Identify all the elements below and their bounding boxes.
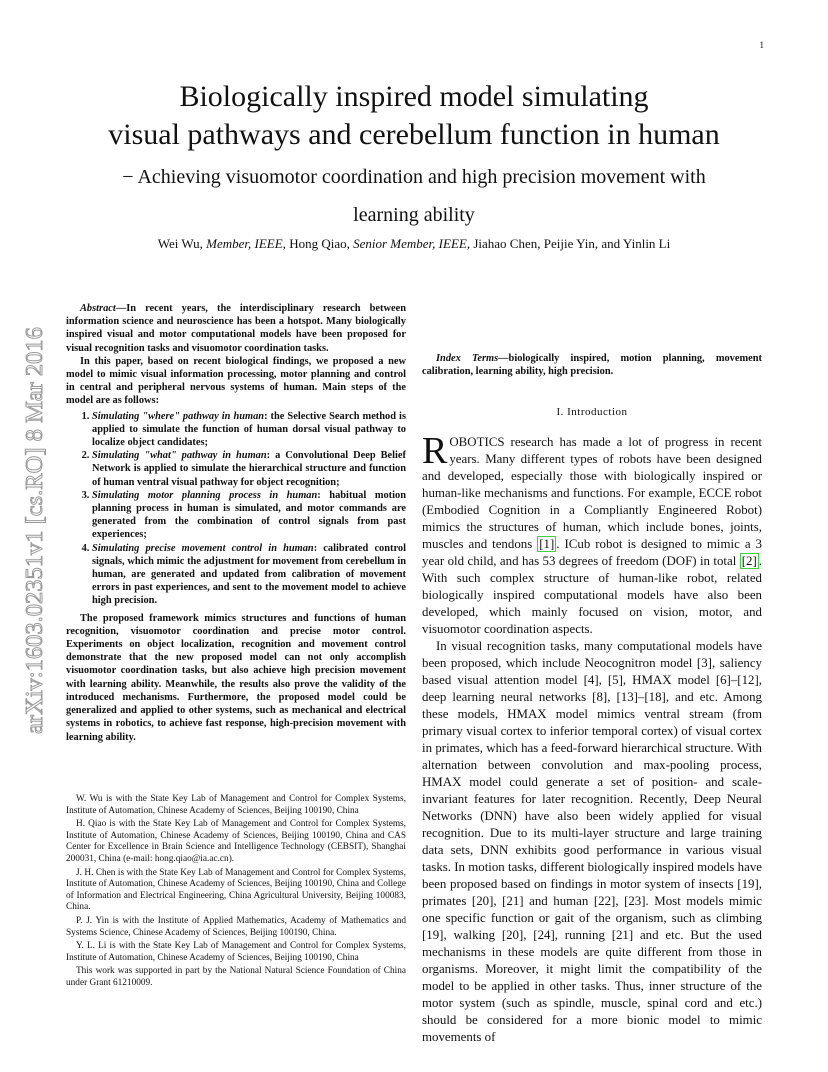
- step-title: Simulating "what" pathway in human: [92, 450, 267, 462]
- author-2-title: Senior Member, IEEE,: [353, 236, 471, 251]
- author-list: [60, 236, 768, 252]
- title-line-1: Biologically inspired model simulating: [179, 80, 649, 113]
- left-column: [66, 302, 406, 744]
- step-title: Simulating precise movement control in human: [92, 542, 314, 554]
- step-text: : the Selective Search method is applied to simulate the function of human dorsal visual pathway to localize object candidates;: [92, 410, 406, 449]
- step-text: : habitual motion planning process in human is simulated, and motor commands are generated from the combination of control signals from past experiences;: [92, 489, 406, 541]
- abstract-label: Abstract: [80, 303, 116, 314]
- step-title: Simulating "where" pathway in human: [92, 410, 265, 422]
- step-item: [92, 489, 406, 542]
- intro-text: OBOTICS research has made a lot of progress in recent years. Many different types of robots have been designed and developed, especially those with biologically inspired or human-like mechanisms and functions. For example, ECCE robot (Embodied Cognition in a Compliantly Engineered Robot) mimics the structures of human, which include bones, joints, muscles and tendons: [422, 434, 762, 551]
- abstract-p3: The proposed framework mimics structures and functions of human recognition, visuomotor coordination and precise motor control. Experiments on object localization, recognition and movement control demonstrate that the new proposed model can not only accomplish visuomotor coordination tasks, but also achieve high precision movement with learning ability. Meanwhile, the results also prove the validity of the introduced mechanisms. Furthermore, the proposed model could be generalized and applied to other systems, such as mechanical and electrical systems in robotics, to achieve fast response, high-precision movement with learning ability.: [66, 612, 406, 743]
- section-heading: I. Introduction: [556, 406, 628, 419]
- page-number: 1: [759, 40, 764, 50]
- paper-title: [60, 78, 768, 154]
- other-authors: Jiahao Chen, Peijie Yin, and Yinlin Li: [470, 236, 671, 251]
- index-terms-text: —biologically inspired, motion planning, movement calibration, learning ability, high precision.: [422, 353, 762, 378]
- footnote: W. Wu is with the State Key Lab of Management and Control for Complex Systems, Institute of Automation, Chinese Academy of Sciences, Beijing 100190, China: [66, 794, 406, 816]
- subtitle-line-1: − Achieving visuomotor coordination and high precision movement with: [122, 166, 706, 188]
- citation-link[interactable]: [2]: [741, 553, 757, 568]
- step-text: : calibrated control signals, which mimic the adjustment for movement from cerebellum in human, are generated and updated from calibration of movement errors in past experiences, and sent to the movement model to achieve high precision.: [92, 542, 406, 607]
- right-column: [422, 352, 762, 1046]
- author-1-title: Member, IEEE,: [206, 236, 286, 251]
- introduction-body: [422, 429, 762, 1046]
- index-terms: [422, 352, 762, 378]
- subtitle-line-2: learning ability: [353, 204, 475, 226]
- intro-paragraph-2: In visual recognition tasks, many computational models have been proposed, which include Neocognitron model [3], saliency based visual attention model [4], [5], HMAX model [6]–[12], deep learning neural networks [8], [13]–[18], and etc. Among these models, HMAX model mimics ventral stream (from primary visual cortex to inferior temporal cortex) of visual cortex in primates, which has a feed-forward hierarchical structure. With alternation between convolution and max-pooling process, HMAX model could generate a set of position- and scale-invariant features for later recognition. Recently, Deep Neural Networks (DNN) have also been widely applied for visual recognition. Due to its multi-layer structure and large training data sets, DNN exhibits good performance in various visual tasks. In motion tasks, different biologically inspired models have been proposed based on findings in motor system of insects [19], primates [20], [21] and human [22], [23]. Most models mimic one specific function or gait of the organism, such as climbing [19], walking [20], [24], running [21] and etc. But the used mechanisms in these models are quite different from those in organisms. Moreover, it might limit the compatibility of the model to be applied in other tasks. Thus, inner structure of the motor system (such as spindle, muscle, spinal cord and etc.) should be considered for a more bionic model to mimic movements of: [422, 638, 762, 1044]
- intro-paragraph-1: [422, 429, 762, 638]
- footnote: P. J. Yin is with the Institute of Applied Mathematics, Academy of Mathematics and Systems Science, Chinese Academy of Sciences, Beijing 100190, China.: [66, 915, 406, 938]
- intro-text: . ICub robot is designed to mimic a 3 year old child, and has 53 degrees of freedom (DOF) in total: [422, 536, 762, 568]
- arxiv-stamp: [8, 260, 52, 740]
- step-item: [92, 449, 406, 489]
- arxiv-stamp-text: arXiv:1603.02351v1 [cs.RO] 8 Mar 2016: [21, 327, 48, 734]
- title-line-2: visual pathways and cerebellum function in human: [108, 118, 720, 151]
- abstract-steps: [66, 410, 406, 608]
- abstract-p2: In this paper, based on recent biological findings, we proposed a new model to mimic visual information processing, motor planning and control in central and peripheral nervous systems of human. Main steps of the model are as follows:: [66, 355, 406, 407]
- paper-subtitle: [60, 158, 768, 234]
- step-item: [92, 542, 406, 608]
- footnote: Y. L. Li is with the State Key Lab of Management and Control for Complex Systems, Institute of Automation, Chinese Academy of Sciences, Beijing 100190, China: [66, 941, 406, 963]
- abstract: [66, 302, 406, 744]
- footnote: H. Qiao is with the State Key Lab of Management and Control for Complex Systems, Institute of Automation, Chinese Academy of Sciences, Beijing 100190, China and CAS Center for Excellence in Brain Science and Intelligence Technology (CEBSIT), Shanghai 200031, China (e-mail: hong.qiao@ia.ac.cn).: [66, 819, 406, 864]
- author-2: Hong Qiao,: [285, 236, 354, 251]
- footnotes: [66, 794, 406, 992]
- footnote: J. H. Chen is with the State Key Lab of Management and Control for Complex Systems, Institute of Automation, Chinese Academy of Sciences, Beijing 100190, China and College of Information and Electrical Engineering, China Agricultural University, Beijing 100083, China.: [66, 867, 406, 913]
- index-terms-label: Index Terms: [436, 353, 499, 364]
- intro-text: . With such complex structure of human-like robot, related biologically inspired computational models have also been developed, which mainly focused on vision, motor, and visuomotor coordination aspects.: [422, 553, 762, 636]
- author-1: Wei Wu,: [157, 236, 207, 251]
- step-title: Simulating motor planning process in human: [92, 489, 318, 501]
- footnote: This work was supported in part by the National Natural Science Foundation of China under Grant 61210009.: [66, 966, 406, 988]
- step-text: : a Convolutional Deep Belief Network is applied to simulate the hierarchical structure and function of human ventral visual pathway for object recognition;: [92, 450, 406, 488]
- abstract-p1: —In recent years, the interdisciplinary research between information science and neuroscience has been a hotspot. Many biologically inspired visual and motor computational models have been proposed for visual recognition tasks and visuomotor coordination tasks.: [66, 303, 406, 354]
- drop-cap: R: [422, 429, 448, 472]
- citation-link[interactable]: [1]: [539, 536, 555, 551]
- step-item: [92, 410, 406, 450]
